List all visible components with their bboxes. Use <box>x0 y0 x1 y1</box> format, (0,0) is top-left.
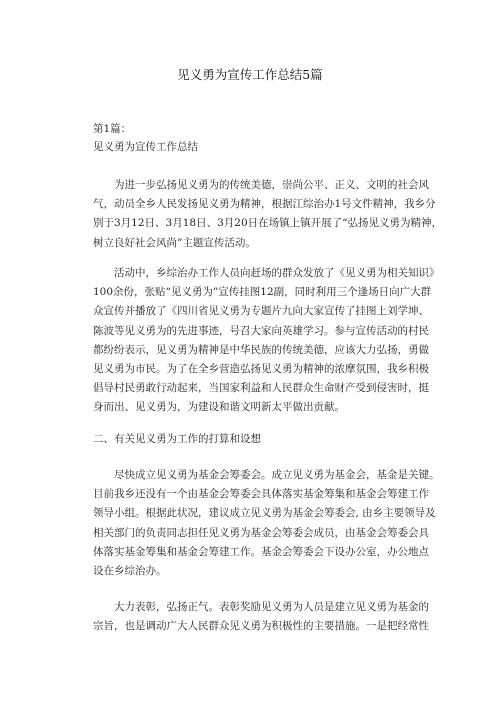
paragraph-line: 体落实基金筹集和基金会筹建工作。基金会筹委会下设办公室，办公地点 <box>93 545 429 558</box>
paragraph-line: 气，动员全乡人民发扬见义勇为精神，根据江综治办1号文件精神，我乡分 <box>93 198 436 211</box>
paragraph-line: 倡导村民勇敢行动起来，当国家利益和人民群众生命财产受到侵害时，挺 <box>93 382 429 395</box>
paragraph-line: 设在乡综治办。 <box>93 564 167 577</box>
paragraph-3 <box>93 466 440 581</box>
paragraph-line: 领导小组。根据此状况，建议成立见义勇为基金会筹委会, 由乡主要领导及 <box>93 507 436 520</box>
paragraph-line: 众宣传并播放了《四川省见义勇为专题片九向大家宣传了挂图上刘学坤、 <box>93 305 429 318</box>
paragraph-line: 目前我乡还没有一个由基金会筹委会具体落实基金筹集和基金会筹建工作 <box>93 488 429 501</box>
paragraph-line: 陈波等见义勇为的先进事迹，号召大家向英雄学习。参与宣传活动的村民 <box>93 324 429 337</box>
paragraph-line: 身而出、见义勇为，为建设和谐文明新太平做出贡献。 <box>93 401 345 414</box>
paragraph-4 <box>93 598 429 636</box>
part-label: 第1篇： <box>93 123 132 135</box>
section-heading: 二、有关见义勇为工作的打算和设想 <box>93 433 261 445</box>
paragraph-line: 为进一步弘扬见义勇为的传统美德，崇尚公平、正义、文明的社会风 <box>114 179 429 191</box>
paragraph-line: 大力表彰，弘扬正气。表彰奖励见义勇为人员是建立见义勇为基金的 <box>114 601 429 613</box>
paragraph-2 <box>93 264 440 418</box>
paragraph-line: 宗旨，也是调动广大人民群众见义勇为积极性的主要措施。一是把经常性 <box>93 620 429 633</box>
paragraph-line: 相关部门的负责同志担任见义勇为基金会筹委会成员，由基金会筹委会具 <box>93 526 429 539</box>
document-title: 见义勇为宣传工作总结5篇 <box>177 67 323 82</box>
paragraph-line: 都纷纷表示，见义勇为精神是中华民族的传统美德，应该大力弘扬，勇做 <box>93 343 429 356</box>
part-subtitle: 见义勇为宣传工作总结 <box>93 141 198 153</box>
paragraph-line: 见义勇为市民。为了在全乡营造弘扬见义勇为精神的浓摩氛围，我乡积极 <box>93 362 429 375</box>
paragraph-1 <box>93 176 442 253</box>
paragraph-line: 树立良好社会风尚”主题宣传活动。 <box>93 236 256 249</box>
paragraph-line: 别于3月12日、3月18日、3月20日在场镇上镇开展了“弘扬见义勇为精神， <box>93 217 442 230</box>
paragraph-line: 尽快成立见义勇为基金会筹委会。成立见义勇为基金会，基金是关键。 <box>114 469 440 481</box>
paragraph-line: 100余份，张贴“见义勇为”宣传挂图12副，同时利用三个逢场日向广大群 <box>93 286 432 299</box>
paragraph-line: 活动中，乡综治办工作人员向赶场的群众发放了《见义勇为相关知识》 <box>114 267 440 279</box>
